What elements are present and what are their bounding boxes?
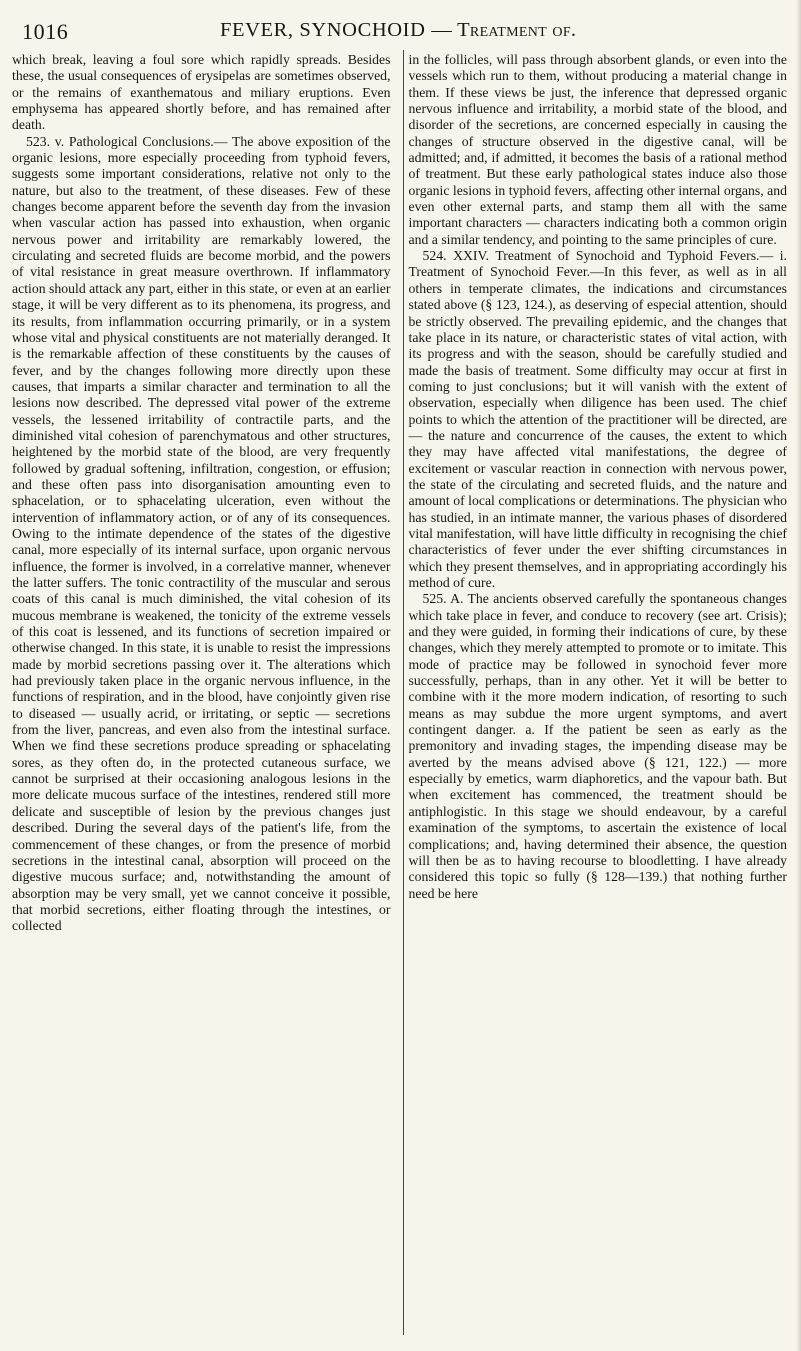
running-header bbox=[12, 18, 787, 52]
paragraph-525: 525. A. The ancients observed carefully the spontaneous changes which take place in fever, and conduce to recovery (see art. Crisis); and they were guided, in forming their indications of cure, by these changes, which they merely attempted to promote or to imitate. This mode of practice may be followed in synochoid fever more successfully, perhaps, than in any other. Yet it will be better to combine with it the more modern indication, of resorting to such means as may subdue the more urgent symptoms, and avert contingent danger. a. If the patient be seen as early as the premonitory and invading stages, the impending disease may be averted by the means advised above (§ 121, 122.) — more especially by emetics, warm diaphoretics, and the vapour bath. But when excitement has commenced, the treatment should be antiphlogistic. In this stage we should endeavour, by a careful examination of the symptoms, to ascertain the existence of local complications; and, having determined their absence, the question will then be as to having recourse to bloodletting. I have already considered this topic so fully (§ 128—139.) that nothing further need be here bbox=[408, 591, 787, 901]
column-divider bbox=[403, 50, 404, 1335]
page-edge-shadow bbox=[796, 0, 801, 1351]
paragraph-524: 524. XXIV. Treatment of Synochoid and Typhoid Fevers.— i. Treatment of Synochoid Fever.—In this fever, as well as in all others in temperate climates, the indications and circumstances stated above (§ 123, 124.), as deserving of especial attention, should be strictly observed. The prevailing epidemic, and the changes that take place in its nature, or characteristic states of vital action, with its progress and with the season, should be carefully studied and made the basis of treatment. Some difficulty may occur at first in coming to just conclusions; but it will vanish with the extent of observation, especially when diligence has been used. The chief points to which the attention of the practitioner will be directed, are — the nature and concurrence of the causes, the extent to which they may have affected vital manifestations, the degree of excitement or vascular reaction in connection with nervous power, the state of the circulating and secreted fluids, and the nature and amount of local complications or determinations. The physician who has studied, in an intimate manner, the various phases of disordered vital manifestation, will have little difficulty in recognising the chief characteristics of fever under the ever shifting circumstances in which they present themselves, and in appropriating accordingly his method of cure. bbox=[408, 248, 787, 590]
page-number: 1016 bbox=[22, 19, 69, 44]
running-title-main: FEVER, SYNOCHOID bbox=[220, 19, 426, 41]
running-title-sub: — Treatment of. bbox=[431, 19, 577, 41]
running-title bbox=[220, 19, 576, 42]
left-column bbox=[12, 52, 400, 935]
paragraph-continued: which break, leaving a foul sore which rapidly spreads. Besides these, the usual consequences of erysipelas are sometimes observed, or the remains of exanthematous and miliary eruptions. Even emphysema has appeared shortly before, and has remained after death. bbox=[12, 52, 391, 133]
text-columns bbox=[12, 52, 787, 935]
paragraph-523: 523. v. Pathological Conclusions.— The above exposition of the organic lesions, more especially proceeding from typhoid fevers, suggests some important considerations, relative not only to the nature, but also to the treatment, of these diseases. Few of these changes become apparent before the seventh day from the invasion when vascular action has passed into exhaustion, when organic nervous power and irritability are remarkably lowered, the circulating and secreted fluids are become morbid, and the powers of vital resistance in great measure overthrown. If inflammatory action should attack any part, either in this state, or even at an earlier stage, it will be very different as to its phenomena, its progress, and its results, from inflammation occurring primarily, or in a system whose vital and physical constituents are not materially deranged. It is the remarkable affection of these constituents by the causes of fever, and by the changes following more directly upon these causes, that imparts a similar character and termination to all the lesions now described. The depressed vital power of the extreme vessels, the lessened irritability of contractile parts, and the diminished vital cohesion of parenchymatous and other structures, heightened by the morbid state of the blood, are very frequently followed by gradual softening, infiltration, congestion, or effusion; and these often pass into disorganisation amounting even to sphacelation, or to sphacelating ulceration, even without the intervention of inflammatory action, or of any of its consequences. Owing to the intimate dependence of the states of the digestive canal, more especially of its internal surface, upon organic nervous influence, the former is involved, in a correlative manner, whenever the latter suffers. The tonic contractility of the muscular and serous coats of this canal is much diminished, the vital cohesion of its mucous membrane is weakened, the tonicity of the extreme vessels of this coat is lessened, and its functions of secretion impaired or otherwise changed. In this state, it is unable to resist the impressions made by morbid secretions passing over it. The alterations which had previously taken place in the organic nervous influence, in the functions of respiration, and in the blood, have conjointly given rise to diseased — usually acrid, or irritating, or septic — secretions from the liver, pancreas, and even also from the intestinal surface. When we find these secretions produce spreading or sphacelating sores, as they often do, in the protected cutaneous surface, we cannot be surprised at their occasioning analogous lesions in the more delicate mucous surface of the intestines, rendered still more delicate and susceptible of lesion by the previous changes just described. During the several days of the patient's life, from the commencement of these changes, or from the presence of morbid secretions in the intestinal canal, absorption will proceed on the digestive mucous surface; and, notwithstanding the amount of absorption may be very small, yet we cannot conceive it possible, that morbid secretions, either floating through the intestines, or collected bbox=[12, 133, 391, 934]
right-column bbox=[400, 52, 788, 935]
paragraph-continued-right: in the follicles, will pass through absorbent glands, or even into the vessels which run to them, without producing a material change in them. If these views be just, the inference that depressed organic nervous influence and irritability, a morbid state of the blood, and disorder of the secretions, are concerned especially in causing the changes of structure observed in the digestive canal, will be admitted; and, if admitted, it becomes the basis of a rational method of treatment. But these early pathological states induce also those organic lesions in typhoid fevers, affecting other internal organs, and even other external parts, and stamp them all with the same important characters — characters indicating both a common origin and a similar tendency, and pointing to the same principles of cure. bbox=[408, 52, 787, 247]
